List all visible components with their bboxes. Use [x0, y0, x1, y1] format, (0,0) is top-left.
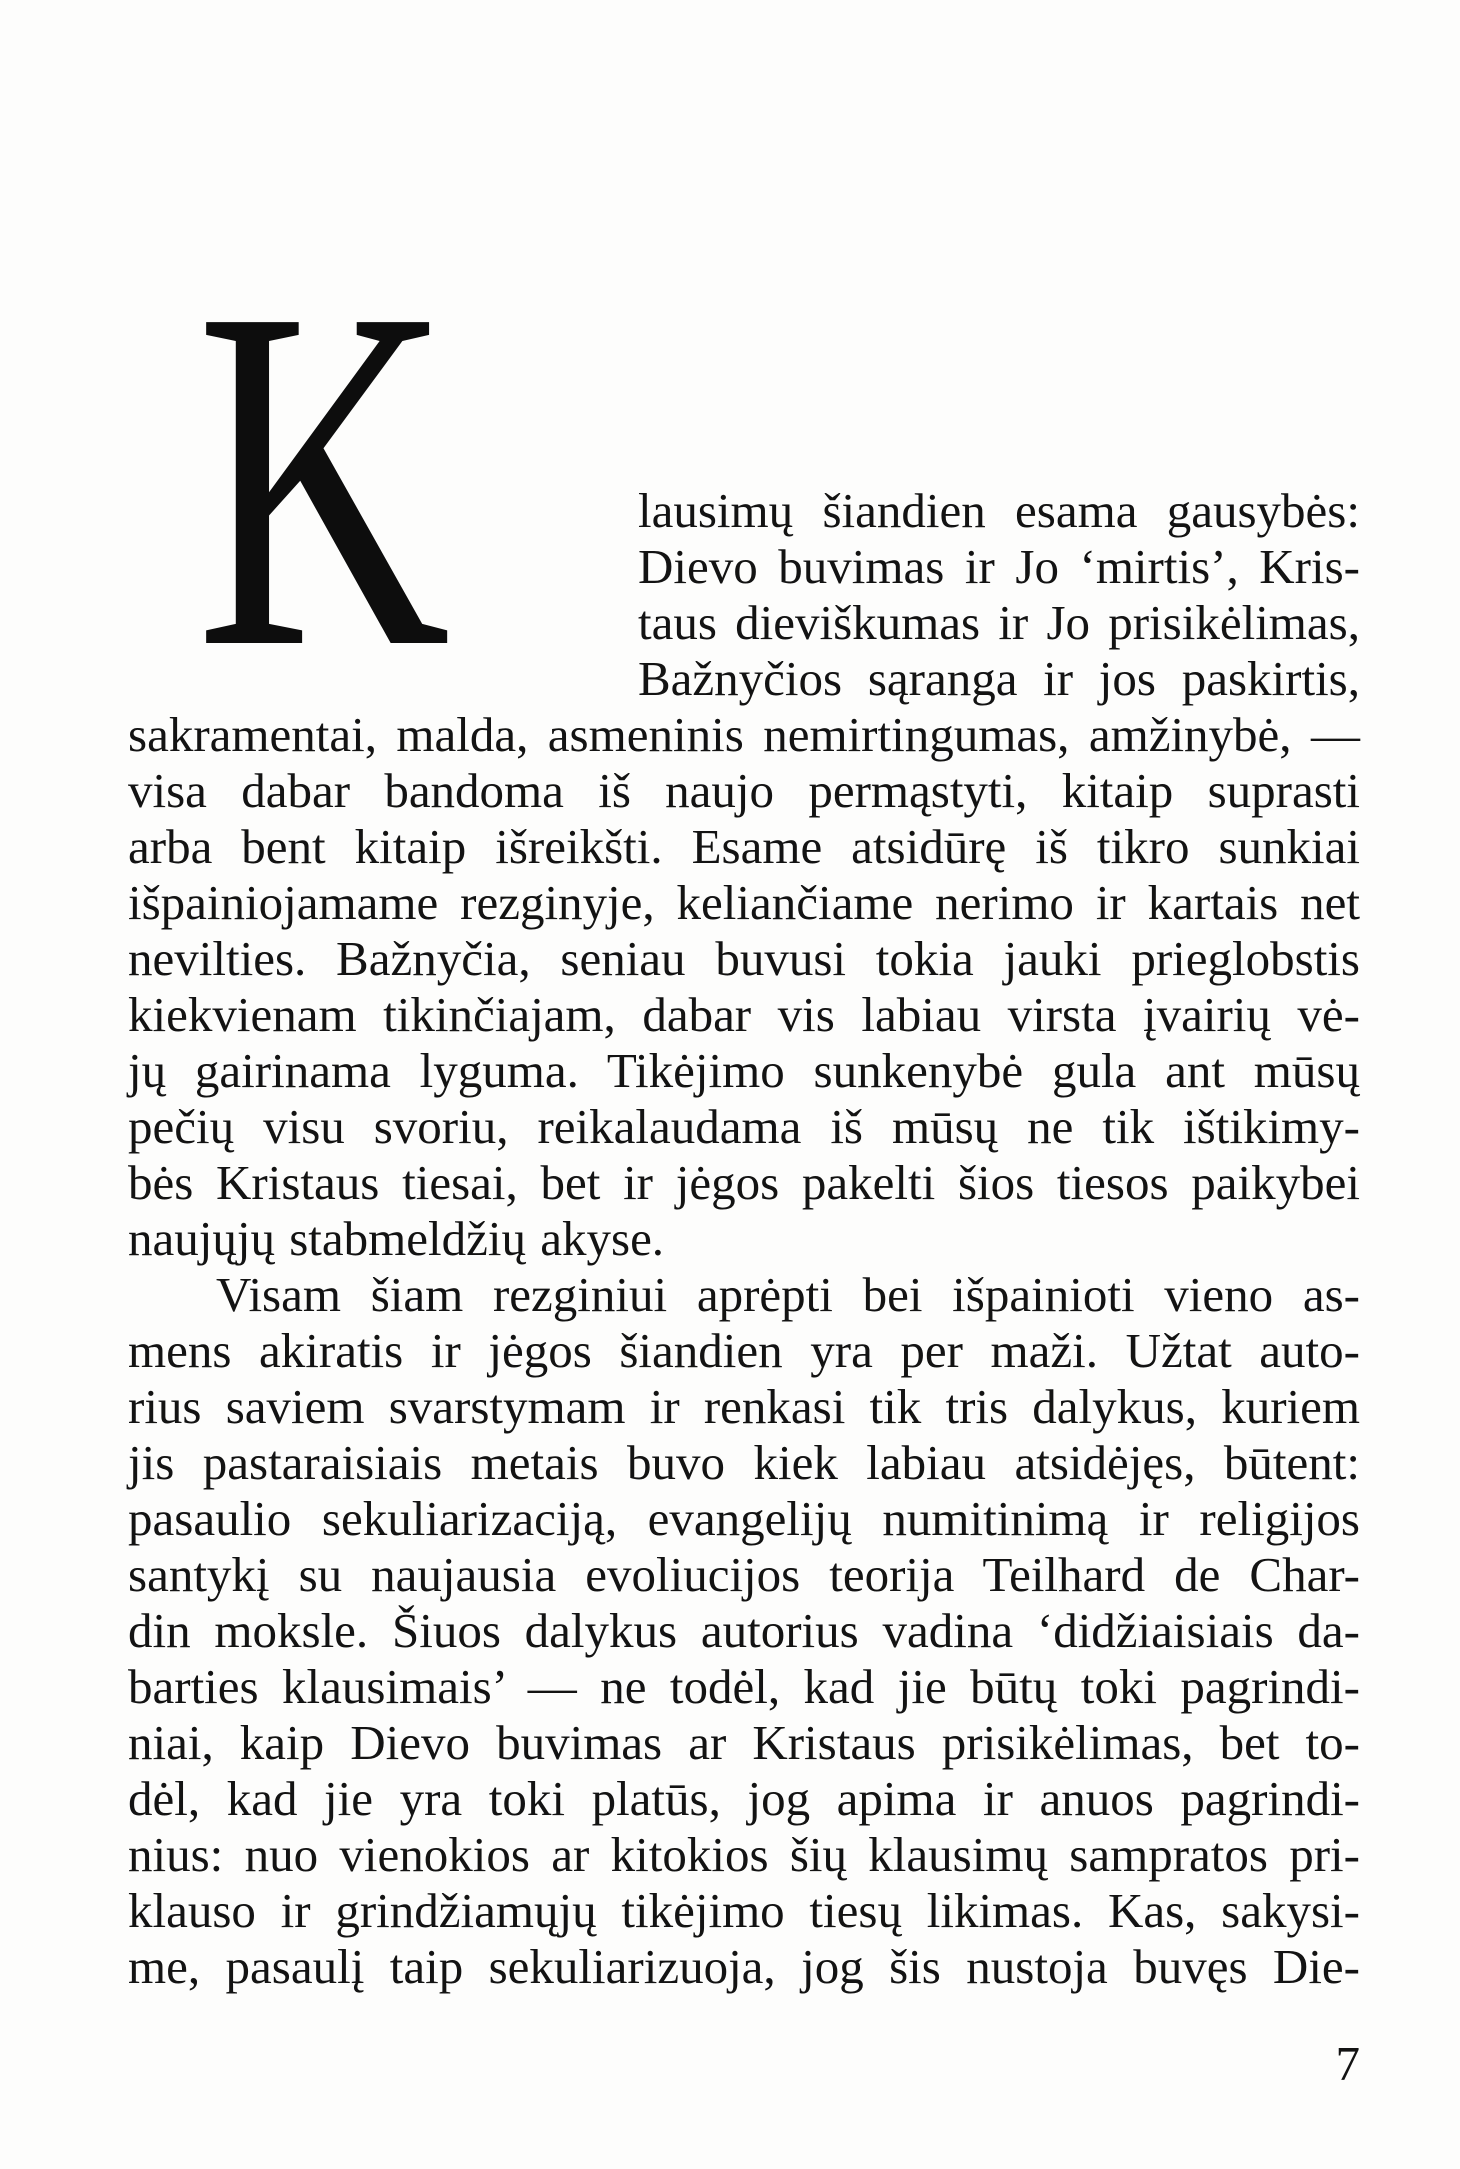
text-line: Bažnyčios sąranga ir jos paskirtis, — [638, 651, 1360, 706]
text-line: mens akiratis ir jėgos šiandien yra per maži. Užtat auto- — [128, 1323, 1360, 1378]
page-number: 7 — [1335, 2036, 1360, 2091]
text-line: naujųjų stabmeldžių akyse. — [128, 1211, 665, 1266]
text-line: rius saviem svarstymam ir renkasi tik tris dalykus, kuriem — [128, 1379, 1360, 1434]
text-line: nius: nuo vienokios ar kitokios šių klausimų sampratos pri- — [128, 1827, 1360, 1882]
text-line: sakramentai, malda, asmeninis nemirtingumas, amžinybė, — — [128, 707, 1360, 762]
text-line: me, pasaulį taip sekuliarizuoja, jog šis nustoja buvęs Die- — [128, 1939, 1360, 1994]
text-line: taus dieviškumas ir Jo prisikėlimas, — [638, 595, 1360, 650]
text-line: niai, kaip Dievo buvimas ar Kristaus prisikėlimas, bet to- — [128, 1715, 1360, 1770]
text-line: jų gairinama lyguma. Tikėjimo sunkenybė gula ant mūsų — [128, 1043, 1360, 1098]
dropcap-initial-K: K — [196, 206, 451, 749]
text-line: visa dabar bandoma iš naujo permąstyti, kitaip suprasti — [128, 763, 1360, 818]
text-line: barties klausimais’ — ne todėl, kad jie būtų toki pagrindi- — [128, 1659, 1360, 1714]
text-line: Dievo buvimas ir Jo ‘mirtis’, Kris- — [638, 539, 1360, 594]
text-line: lausimų šiandien esama gausybės: — [638, 483, 1360, 538]
text-line: klauso ir grindžiamųjų tikėjimo tiesų likimas. Kas, sakysi- — [128, 1883, 1360, 1938]
text-line: arba bent kitaip išreikšti. Esame atsidūrę iš tikro sunkiai — [128, 819, 1360, 874]
text-line: kiekvienam tikinčiajam, dabar vis labiau virsta įvairių vė- — [128, 987, 1360, 1042]
text-line: išpainiojamame rezginyje, keliančiame nerimo ir kartais net — [128, 875, 1360, 930]
text-line: pečių visu svoriu, reikalaudama iš mūsų ne tik ištikimy- — [128, 1099, 1360, 1154]
text-line: bės Kristaus tiesai, bet ir jėgos pakelti šios tiesos paikybei — [128, 1155, 1360, 1210]
text-line: din moksle. Šiuos dalykus autorius vadina ‘didžiaisiais da- — [128, 1603, 1360, 1658]
text-line: santykį su naujausia evoliucijos teorija Teilhard de Char- — [128, 1547, 1360, 1602]
text-line: nevilties. Bažnyčia, seniau buvusi tokia jauki prieglobstis — [128, 931, 1360, 986]
text-line: dėl, kad jie yra toki platūs, jog apima ir anuos pagrindi- — [128, 1771, 1360, 1826]
text-line: Visam šiam rezginiui aprėpti bei išpainioti vieno as- — [216, 1267, 1360, 1322]
text-line: pasaulio sekuliarizaciją, evangelijų numitinimą ir religijos — [128, 1491, 1360, 1546]
body-text — [128, 483, 1360, 1995]
text-line: jis pastaraisiais metais buvo kiek labiau atsidėjęs, būtent: — [128, 1435, 1360, 1490]
